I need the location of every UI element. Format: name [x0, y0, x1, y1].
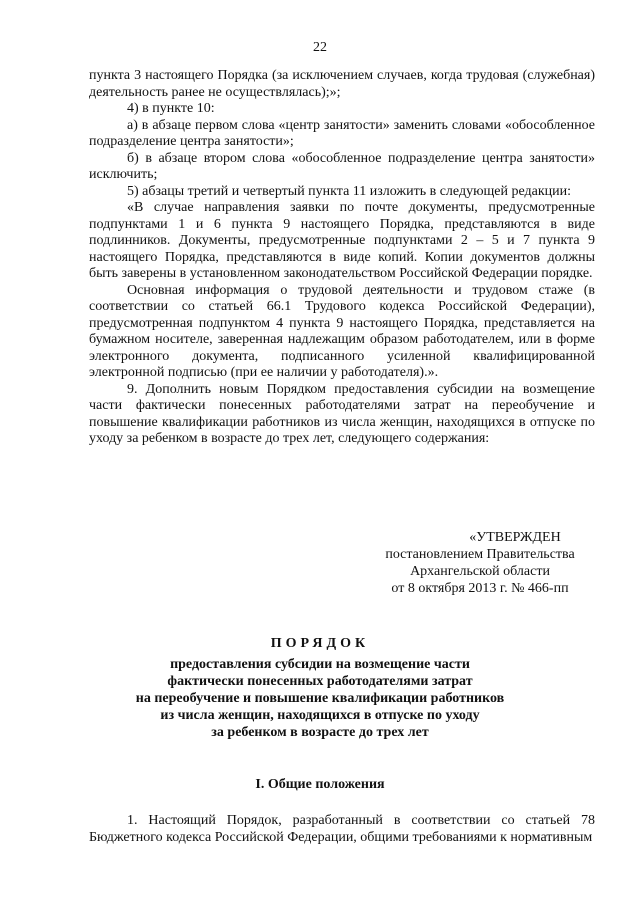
approval-line-date: от 8 октября 2013 г. № 466-пп	[391, 581, 569, 596]
paragraph-section-1: 1. Настоящий Порядок, разработанный в соответствии со статьей 78 Бюджетного кодекса Российской Федерации, общими требованиями к нормативным	[89, 813, 595, 845]
paragraph-item-5: 5) абзацы третий и четвертый пункта 11 изложить в следующей редакции:	[127, 183, 572, 199]
subtitle-line-4: из числа женщин, находящихся в отпуске по уходу	[160, 708, 480, 723]
paragraph-item-4a: а) в абзаце первом слова «центр занятости» заменить словами «обособленное подразделение центра занятости»;	[89, 117, 595, 149]
page-number: 22	[313, 40, 327, 55]
section-heading: I. Общие положения	[255, 777, 385, 792]
subtitle-line-5: за ребенком в возрасте до трех лет	[211, 725, 429, 740]
subtitle-line-1: предоставления субсидии на возмещение части	[170, 657, 470, 672]
paragraph-continuation: пункта 3 настоящего Порядка (за исключением случаев, когда трудовая (служебная) деятельность ранее не осуществлялась);»;	[89, 68, 595, 100]
document-subtitle	[0, 656, 640, 741]
paragraph-item-4b: б) в абзаце втором слова «обособленное подразделение центра занятости» исключить;	[89, 150, 595, 182]
paragraph-quote-2: Основная информация о трудовой деятельности и трудовом стаже (в соответствии со статьей 66.1 Трудового кодекса Российской Федерации), предусмотренная подпунктом 4 пункта 9 настоящего Порядка, представляется на бумажном носителе, заверенная надлежащим образом работодателем, или в форме электронного документа, подписанного усиленной квалифицированной электронной подписью (при ее наличии у работодателя).».	[89, 282, 595, 380]
amendment-text	[89, 68, 595, 448]
approval-line-resolution: постановлением Правительства	[385, 547, 575, 562]
subtitle-line-3: на переобучение и повышение квалификации работников	[135, 691, 505, 706]
approval-line-region: Архангельской области	[410, 564, 550, 579]
paragraph-quote-1: «В случае направления заявки по почте документы, предусмотренные подпунктами 1 и 6 пункта 9 настоящего Порядка, представляются в виде подлинников. Документы, предусмотренные подпунктами 2 – 5 и 7 пункта 9 настоящего Порядка, представляются в виде копий. Копии документов должны быть заверены в установленном законодательством Российской Федерации порядке.	[89, 200, 595, 281]
document-title: ПОРЯДОК	[270, 636, 370, 651]
paragraph-item-9: 9. Дополнить новым Порядком предоставления субсидии на возмещение части фактически понесенных работодателями затрат на переобучение и повышение квалификации работников из числа женщин, находящихся в отпуске по уходу за ребенком в возрасте до трех лет, следующего содержания:	[89, 381, 595, 446]
paragraph-item-4: 4) в пункте 10:	[127, 101, 215, 116]
section-body	[89, 812, 595, 846]
approval-stamp	[360, 529, 600, 597]
subtitle-line-2: фактически понесенных работодателями затрат	[167, 674, 473, 689]
approval-line-approved: «УТВЕРЖДЕН	[469, 530, 561, 545]
